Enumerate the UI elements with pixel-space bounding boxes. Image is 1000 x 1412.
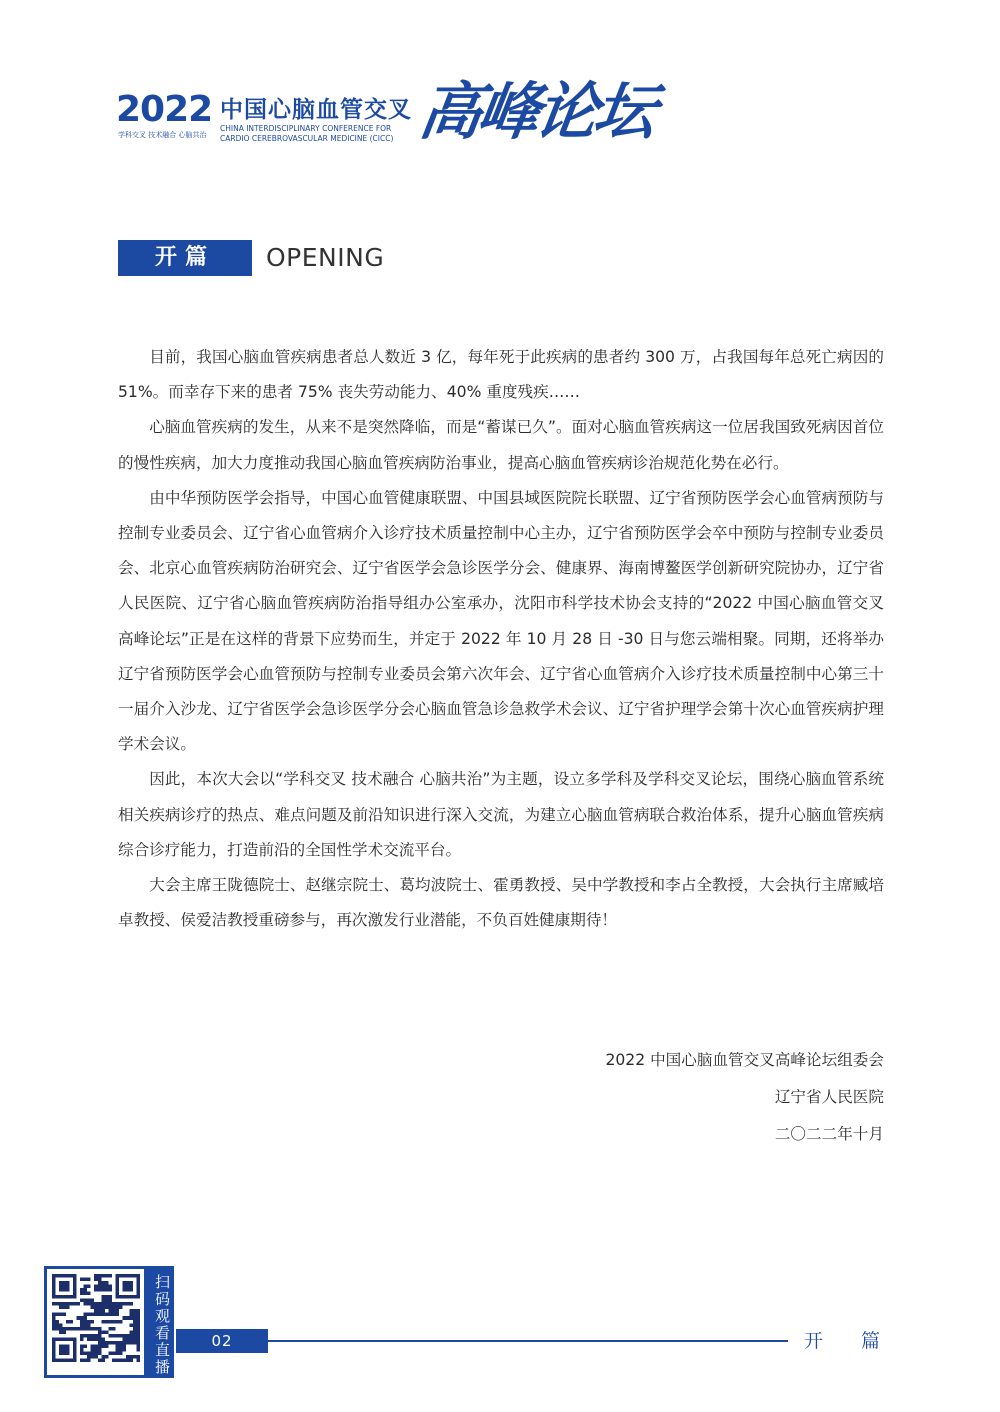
- paragraph: 目前，我国心脑血管疾病患者总人数近 3 亿，每年死于此疾病的患者约 300 万，占我国每年总死亡病因的 51%。而幸存下来的患者 75% 丧失劳动能力、40% 重度残疾……: [118, 348, 884, 402]
- qr-code[interactable]: [52, 1274, 140, 1362]
- logo-tagline: 学科交叉 技术融合 心脑共治: [118, 131, 207, 139]
- paragraph: 大会主席王陇德院士、赵继宗院士、葛均波院士、霍勇教授、吴中学教授和李占全教授，大会执行主席臧培卓教授、侯爱洁教授重磅参与，再次激发行业潜能，不负百姓健康期待！: [118, 876, 884, 930]
- logo-title-en: CHINA INTERDISCIPLINARY CONFERENCE FOR CARDIO CEREBROVASCULAR MEDICINE (CICC): [220, 124, 394, 143]
- logo-brush-title: 高峰论坛: [414, 75, 658, 148]
- paragraph: 因此，本次大会以“学科交叉 技术融合 心脑共治”为主题，设立多学科及学科交叉论坛，围绕心脑血管系统相关疾病诊疗的热点、难点问题及前沿知识进行深入交流，为建立心脑血管病联合救治体系，提升心脑血管疾病综合诊疗能力，打造前沿的全国性学术交流平台。: [118, 770, 884, 859]
- footer-rule: [268, 1340, 788, 1342]
- logo-title-cn: 中国心脑血管交叉: [220, 97, 412, 123]
- logo-year: 2022: [116, 89, 213, 130]
- section-title-cn: 开篇: [118, 240, 252, 276]
- signature-date: 二〇二二年十月: [774, 1125, 884, 1143]
- section-title-en: OPENING: [266, 243, 385, 272]
- qr-caption: 扫码观看直播: [144, 1266, 171, 1378]
- signature-org: 2022 中国心脑血管交叉高峰论坛组委会: [605, 1051, 884, 1069]
- paragraph: 心脑血管疾病的发生，从来不是突然降临，而是“蓄谋已久”。面对心脑血管疾病这一位居我国致死病因首位的慢性疾病，加大力度推动我国心脑血管疾病防治事业，提高心脑血管疾病诊治规范化势在必行。: [118, 418, 884, 472]
- footer-section-label: 开 篇: [804, 1330, 881, 1352]
- paragraph: 由中华预防医学会指导，中国心血管健康联盟、中国县域医院院长联盟、辽宁省预防医学会心血管病预防与控制专业委员会、辽宁省心血管病介入诊疗技术质量控制中心主办，辽宁省预防医学会卒中预防与控制专业委员会、北京心血管疾病防治研究会、辽宁省医学会急诊医学分会、健康界、海南博鳌医学创新研究院协办，辽宁省人民医院、辽宁省心脑血管疾病防治指导组办公室承办，沈阳市科学技术协会支持的“2022 中国心脑血管交叉高峰论坛”正是在这样的背景下应势而生，并定于 2022 年 10 月 28 日 -30 日与您云端相聚。同期，还将举办辽宁省预防医学会心血管预防与控制专业委员会第六次年会、辽宁省心血管病介入诊疗技术质量控制中心第三十一届介入沙龙、辽宁省医学会急诊医学分会心脑血管急诊急救学术会议、辽宁省护理学会第十次心血管疾病护理学术会议。: [118, 488, 884, 754]
- signature-hospital: 辽宁省人民医院: [774, 1088, 884, 1106]
- article-body: [118, 340, 884, 938]
- page-number: 02: [176, 1329, 268, 1353]
